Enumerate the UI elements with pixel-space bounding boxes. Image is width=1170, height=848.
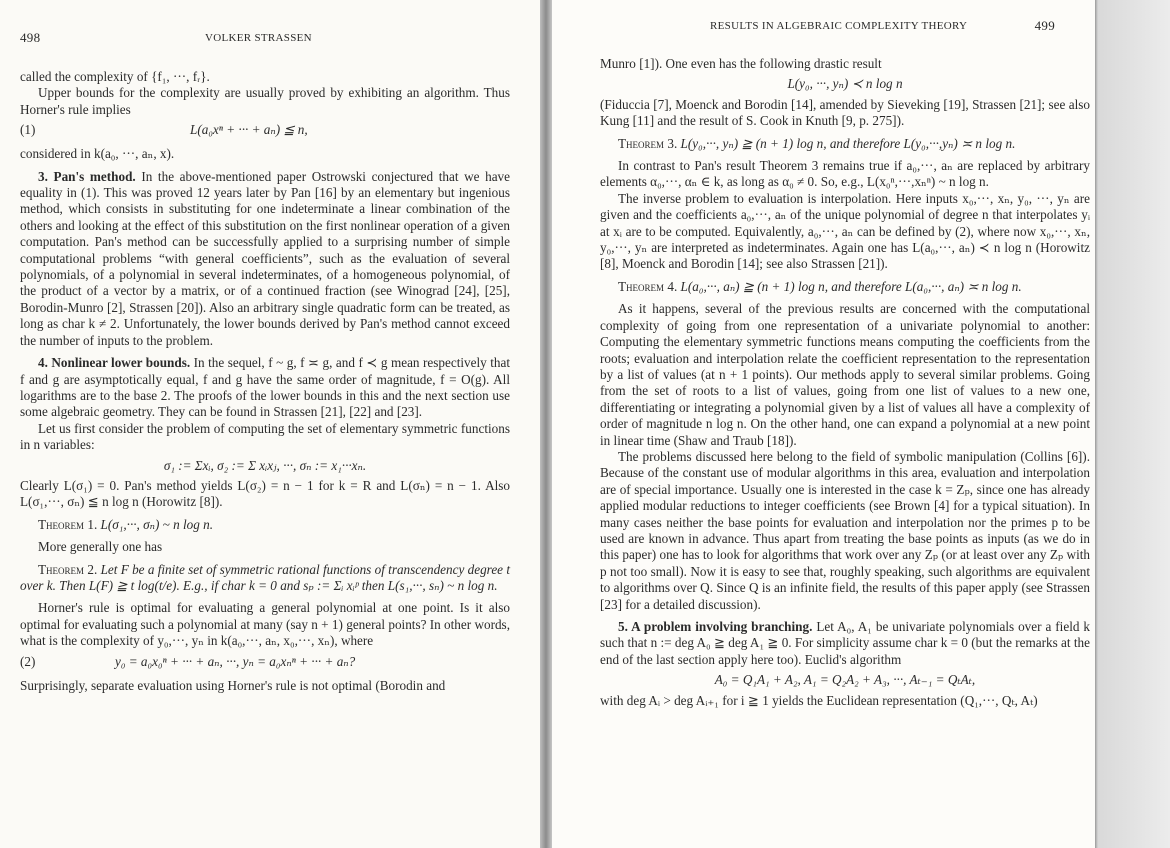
paragraph-contrast: In contrast to Pan's result Theorem 3 remains true if a₀,···, aₙ are replaced by arbitrary elements α₀,···, αₙ ∈ k, as long as α₀ ≠ 0. So, e.g., L(x₀ⁿ,···,xₙⁿ) ~ n log n. [600, 158, 1090, 190]
section-3-heading: 3. Pan's method. [38, 168, 136, 184]
equation-2 [20, 654, 510, 674]
section-5 [600, 619, 1090, 668]
equation-1 [20, 122, 510, 142]
equation-2-number: (2) [20, 653, 36, 669]
theorem-3-label: Theorem 3. [618, 135, 678, 151]
paragraph-munro: Munro [1]). One even has the following drastic result [600, 56, 882, 71]
section-4-text: In the sequel, f ~ g, f ≍ g, and f ≺ g mean respectively that f and g are asymptotically equal, f and g have the same order of magnitude, f = O(g). All logarithms are to the base 2. The proofs of the lower bounds in this and the next section use some algebraic geometry. They can be found in Strassen [21], [22] and [23]. [20, 355, 510, 420]
theorem-3-text: L(y₀,···, yₙ) ≧ (n + 1) log n, and therefore L(y₀,···,yₙ) ≍ n log n. [680, 135, 1016, 151]
theorem-2 [20, 562, 510, 595]
left-body [20, 69, 510, 694]
book-gutter [540, 0, 552, 848]
paragraph-fiduccia: (Fiduccia [7], Moenck and Borodin [14], amended by Sieveking [19], Strassen [21]; see also Kung [11] and the result of S. Cook in Knuth [9, p. 275]). [600, 96, 1090, 129]
equation-2-body: y₀ = a₀x₀ⁿ + ··· + aₙ, ···, yₙ = a₀xₙⁿ + ··· + aₙ? [115, 653, 356, 669]
equation-1-number: (1) [20, 122, 36, 138]
section-5-text: Let A₀, A₁ be univariate polynomials over a field k such that n := deg A₀ ≧ deg A₁ ≧ 0. For simplicity assume char k = 0 (but the remarks at the end of the last section apply here too). Euclid's algorithm [600, 619, 1090, 667]
paragraph-clearly: Clearly L(σ₁) = 0. Pan's method yields L(σ₂) = n − 1 for k = R and L(σₙ) = n − 1. Also L(σ₁,···, σₙ) ≦ n log n (Horowitz [8]). [20, 477, 510, 510]
section-5-heading: 5. A problem involving branching. [618, 619, 813, 634]
theorem-4-text: L(a₀,···, aₙ) ≧ (n + 1) log n, and therefore L(a₀,···, aₙ) ≍ n log n. [680, 278, 1022, 294]
theorem-1 [20, 517, 510, 533]
paragraph-complexity: called the complexity of {f₁, ···, fᵣ}. [20, 69, 210, 84]
left-running-head [20, 30, 522, 52]
theorem-1-label: Theorem 1. [38, 516, 98, 532]
left-page-number: 498 [20, 30, 41, 45]
right-running-head [600, 18, 1095, 40]
section-3 [20, 169, 510, 349]
theorem-4 [600, 279, 1090, 295]
paragraph-upper-bounds: Upper bounds for the complexity are usually proved by exhibiting an algorithm. Thus Horner's rule implies [20, 85, 510, 117]
equation-1-body: L(a₀xⁿ + ··· + aₙ) ≦ n, [190, 122, 308, 138]
paragraph-problems: The problems discussed here belong to the field of symbolic manipulation (Collins [6]). Because of the constant use of modular algorithms in this area, evaluation and interpolation are of special importance. Usually one is interested in the case k = Zₚ, since one has already applied modular reductions to integer coefficients (see Brown [4] for a typical situation). In many cases neither the base points for evaluation and interpolation nor the primes p to be used are known in advance. Thus apart from treating the base points as inputs (as we do in this paper) one has to look for algorithms that work over any Zₚ (or at least over any Zₚ with p not too small). Now it is easy to see that, roughly speaking, such algorithms are equivalent to algorithms over Q. Since Q is an infinite field, the results of this paper apply (see Strassen [23] for a detailed discussion). [600, 448, 1090, 612]
equation-sigma: σ₁ := Σxᵢ, σ₂ := Σ xᵢxⱼ, ···, σₙ := x₁···xₙ. [163, 457, 367, 473]
right-page-number: 499 [1034, 18, 1055, 33]
left-running-title: VOLKER STRASSEN [205, 32, 312, 44]
right-body [600, 56, 1090, 709]
paragraph-elementary: Let us first consider the problem of computing the set of elementary symmetric functions in n variables: [20, 420, 510, 453]
section-4 [20, 355, 510, 421]
theorem-1-text: L(σ₁,···, σₙ) ~ n log n. [100, 516, 214, 532]
theorem-3 [600, 136, 1090, 152]
right-running-title: RESULTS IN ALGEBRAIC COMPLEXITY THEORY [710, 20, 968, 32]
section-3-text: In the above-mentioned paper Ostrowski conjectured that we have equality in (1). This was proved 12 years later by Pan [16] by an elementary but ingenious method, which consists in substituting for one indeterminate a linear combination of the others and looking at the effect of this substitution on the first nonlinear operation of a given computation. Pan's method can be successfully applied to a surprising number of simple computational problems “with general coefficients”, such as the evaluation of several polynomials, of a polynomial in several indeterminates, of a homogeneous polynomial, of the product of a vector by a matrix, or of a continued fraction (see Winograd [24], [25], Borodin-Munro [2], Strassen [20]). Also an arbitrary single quadratic form can be treated, as long as char k ≠ 2. Unfortunately, the lower bounds derived by Pan's method cannot exceed the number of inputs to the problem. [20, 168, 510, 348]
paragraph-euclidean-representation: with deg Aᵢ > deg Aᵢ₊₁ for i ≧ 1 yields the Euclidean representation (Q₁,···, Qₜ, Aₜ) [600, 692, 1038, 708]
equation-drastic: L(y₀, ···, yₙ) ≺ n log n [787, 76, 903, 92]
right-page [552, 0, 1095, 848]
left-page [0, 0, 540, 848]
paragraph-horner: Horner's rule is optimal for evaluating a general polynomial at one point. Is it also optimal for evaluating such a polynomial at many (say n + 1) general points? In other words, what is the complexity of y₀,···, yₙ in k(a₀,···, aₙ, x₀,···, xₙ), where [20, 600, 510, 649]
paragraph-as-it-happens: As it happens, several of the previous results are concerned with the computational complexity of going from one representation of a univariate polynomial to another: Computing the elementary symmetric functions means computing the coefficients from the roots; evaluation and interpolation relate the coefficient representation to the representation by a list of values (at n + 1 points). Our methods apply to several similar problems. Going from the set of roots to a list of values, going from one list of values to a new one, differentiating or integrating a polynomial given by a list of values all have a complexity of order of magnitude n log n. On the other hand, one can expand a polynomial at a new point in linear time (Shaw and Traub [18]). [600, 301, 1090, 448]
theorem-2-label: Theorem 2. [38, 561, 98, 577]
paragraph-surprisingly: Surprisingly, separate evaluation using Horner's rule is not optimal (Borodin and [20, 677, 446, 693]
paragraph-more-generally: More generally one has [38, 539, 163, 555]
theorem-2-text: Let F be a finite set of symmetric rational functions of transcendency degree t over k. Then L(F) ≧ t log(t/e). E.g., if char k = 0 and sₚ := Σᵢ xᵢᵖ then L(s₁,···, sₙ) ~ n log n. [20, 561, 510, 593]
theorem-4-label: Theorem 4. [618, 278, 678, 294]
paragraph-considered: considered in k(a₀, ···, aₙ, x). [20, 146, 175, 162]
equation-euclid: A₀ = Q₁A₁ + A₂, A₁ = Q₂A₂ + A₃, ···, Aₜ₋₁ = QₜAₜ, [714, 672, 976, 688]
section-4-heading: 4. Nonlinear lower bounds. [38, 355, 191, 371]
paragraph-inverse: The inverse problem to evaluation is interpolation. Here inputs x₀,···, xₙ, y₀, ···, yₙ are given and the coefficients a₀,···, aₙ of the unique polynomial of degree n that interpolates yᵢ at xᵢ are to be computed. Equivalently, a₀,···, aₙ can be defined by (2), where now x₀,···, xₙ, y₀,···, yₙ are interpreted as indeterminates. Again one has L(a₀,···, aₙ) ≺ n log n (Horowitz [8], Moenck and Borodin [14]; see also Strassen [21]). [600, 190, 1090, 272]
right-edge-shadow [1095, 0, 1170, 848]
